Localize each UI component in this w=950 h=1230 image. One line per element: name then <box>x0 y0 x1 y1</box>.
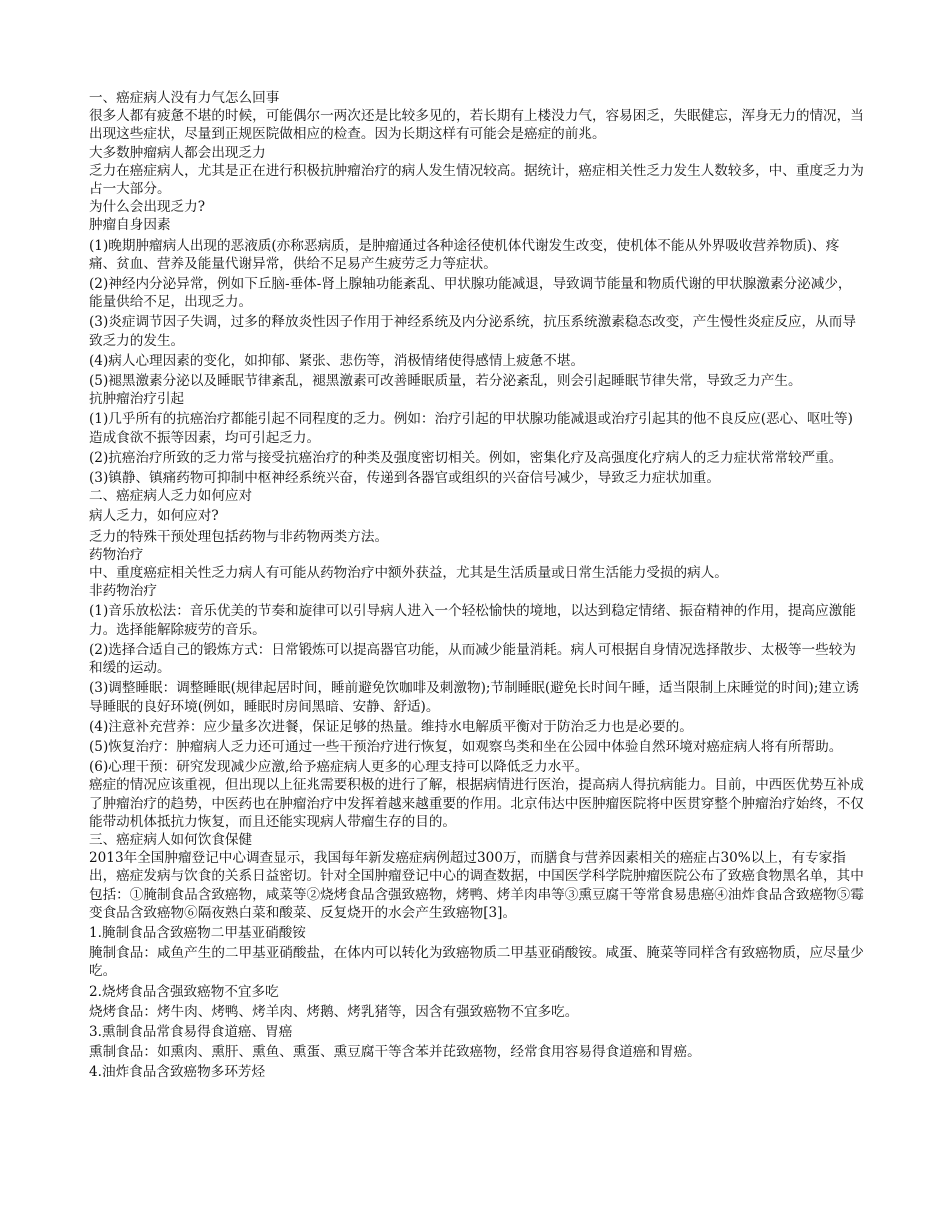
list-item: 2.烧烤食品含强致癌物不宜多吃 <box>89 983 279 1000</box>
list-item: (6)心理干预：研究发现减少应激,给予癌症病人更多的心理支持可以降低乏力水平。 <box>89 759 589 776</box>
list-item: (3)镇静、镇痛药物可抑制中枢神经系统兴奋，传递到各器官或组织的兴奋信号减少，导致乏力症状加重。 <box>89 470 720 487</box>
paragraph: 癌症的情况应该重视，但出现以上征兆需要积极的进行了解，根据病情进行医治，提高病人得抗病能力。目前，中西医优势互补成了肿瘤治疗的趋势，中医药也在肿瘤治疗中发挥着越来越重要的作用。北京伟达中医肿瘤医院将中医贯穿整个肿瘤治疗始终，不仅能带动机体抵抗力恢复，而且还能实现病人带瘤生存的目的。 <box>89 777 864 830</box>
list-item: 4.油炸食品含致癌物多环芳烃 <box>89 1064 266 1081</box>
subheading: 非药物治疗 <box>89 583 157 600</box>
list-item: 1.腌制食品含致癌物二甲基亚硝酸铵 <box>89 924 306 941</box>
subheading: 病人乏力，如何应对? <box>89 508 219 525</box>
section-heading: 三、癌症病人如何饮食保健 <box>89 831 253 848</box>
subheading: 抗肿瘤治疗引起 <box>89 391 185 408</box>
paragraph: 熏制食品：如熏肉、熏肝、熏鱼、熏蛋、熏豆腐干等含苯并芘致癌物，经常食用容易得食道癌和胃癌。 <box>89 1044 701 1061</box>
subheading: 药物治疗 <box>89 546 144 563</box>
paragraph: 烧烤食品：烤牛肉、烤鸭、烤羊肉、烤鹅、烤乳猪等，因含有强致癌物不宜多吃。 <box>89 1003 579 1020</box>
list-item: (3)炎症调节因子失调，过多的释放炎性因子作用于神经系统及内分泌系统，抗压系统激素稳态改变，产生慢性炎症反应，从而导致乏力的发生。 <box>89 314 856 349</box>
list-item: (4)病人心理因素的变化，如抑郁、紧张、悲伤等，消极情绪使得感情上疲惫不堪。 <box>89 352 585 369</box>
list-item: (1)几乎所有的抗癌治疗都能引起不同程度的乏力。例如：治疗引起的甲状腺功能减退或治疗引起其的他不良反应(恶心、呕吐等)造成食欲不振等因素，均可引起乏力。 <box>89 411 853 446</box>
list-item: (1)音乐放松法：音乐优美的节奏和旋律可以引导病人进入一个轻松愉快的境地，以达到稳定情绪、振奋精神的作用，提高应激能力。选择能解除疲劳的音乐。 <box>89 603 856 638</box>
list-item: 3.熏制食品常食易得食道癌、胃癌 <box>89 1023 293 1040</box>
list-item: (3)调整睡眠：调整睡眠(规律起居时间，睡前避免饮咖啡及刺激物);节制睡眠(避免长时间午睡，适当限制上床睡觉的时间);建立诱导睡眠的良好环境(例如，睡眠时房间黑暗、安静、舒适)。 <box>89 680 860 715</box>
paragraph: 2013年全国肿瘤登记中心调查显示，我国每年新发癌症病例超过300万，而膳食与营养因素相关的癌症占30%以上，有专家指出，癌症发病与饮食的关系日益密切。针对全国肿瘤登记中心的调查数据，中国医学科学院肿瘤医院公布了致癌食物黑名单，其中包括：①腌制食品含致癌物，咸菜等②烧烤食品含强致癌物，烤鸭、烤羊肉串等③熏豆腐干等常食易患癌④油炸食品含致癌物⑤霉变食品含致癌物⑥隔夜熟白菜和酸菜、反复烧开的水会产生致癌物[3]。 <box>89 850 864 921</box>
list-item: (2)抗癌治疗所致的乏力常与接受抗癌治疗的种类及强度密切相关。例如，密集化疗及高强度化疗病人的乏力症状常常较严重。 <box>89 449 843 466</box>
subheading: 肿瘤自身因素 <box>89 217 171 234</box>
list-item: (5)恢复治疗：肿瘤病人乏力还可通过一些干预治疗进行恢复，如观察鸟类和坐在公园中体验自然环境对癌症病人将有所帮助。 <box>89 738 843 755</box>
list-item: (1)晚期肿瘤病人出现的恶液质(亦称恶病质，是肿瘤通过各种途径使机体代谢发生改变，使机体不能从外界吸收营养物质)、疼痛、贫血、营养及能量代谢异常，供给不足易产生疲劳乏力等症状。 <box>89 237 840 272</box>
paragraph: 很多人都有疲惫不堪的时候，可能偶尔一两次还是比较多见的，若长期有上楼没力气，容易困乏，失眠健忘，浑身无力的情况，当出现这些症状，尽量到正规医院做相应的检查。因为长期这样有可能会是癌症的前兆。 <box>89 108 864 143</box>
document-body <box>89 89 864 1082</box>
list-item: (4)注意补充营养：应少量多次进餐，保证足够的热量。维持水电解质平衡对于防治乏力也是必要的。 <box>89 718 693 735</box>
paragraph: 中、重度癌症相关性乏力病人有可能从药物治疗中额外获益，尤其是生活质量或日常生活能力受损的病人。 <box>89 565 728 582</box>
paragraph: 乏力在癌症病人，尤其是正在进行积极抗肿瘤治疗的病人发生情况较高。据统计，癌症相关性乏力发生人数较多，中、重度乏力为占一大部分。 <box>89 162 864 198</box>
list-item: (2)神经内分泌异常，例如下丘脑-垂体-肾上腺轴功能紊乱、甲状腺功能减退，导致调节能量和物质代谢的甲状腺激素分泌减少，能量供给不足，出现乏力。 <box>89 276 852 311</box>
section-heading: 二、癌症病人乏力如何应对 <box>89 488 253 505</box>
list-item: (2)选择合适自己的锻炼方式：日常锻炼可以提高器官功能，从而减少能量消耗。病人可根据自身情况选择散步、太极等一些较为和缓的运动。 <box>89 641 856 677</box>
paragraph: 乏力的特殊干预处理包括药物与非药物两类方法。 <box>89 528 389 545</box>
section-heading: 一、癌症病人没有力气怎么回事 <box>89 90 280 106</box>
subheading: 为什么会出现乏力? <box>89 199 206 216</box>
subheading: 大多数肿瘤病人都会出现乏力 <box>89 144 266 161</box>
paragraph: 腌制食品：咸鱼产生的二甲基亚硝酸盐，在体内可以转化为致癌物质二甲基亚硝酸铵。咸蛋、腌菜等同样含有致癌物质，应尽量少吃。 <box>89 945 864 980</box>
list-item: (5)褪黑激素分泌以及睡眠节律紊乱，褪黑激素可改善睡眠质量，若分泌紊乱，则会引起睡眠节律失常，导致乏力产生。 <box>89 373 802 390</box>
